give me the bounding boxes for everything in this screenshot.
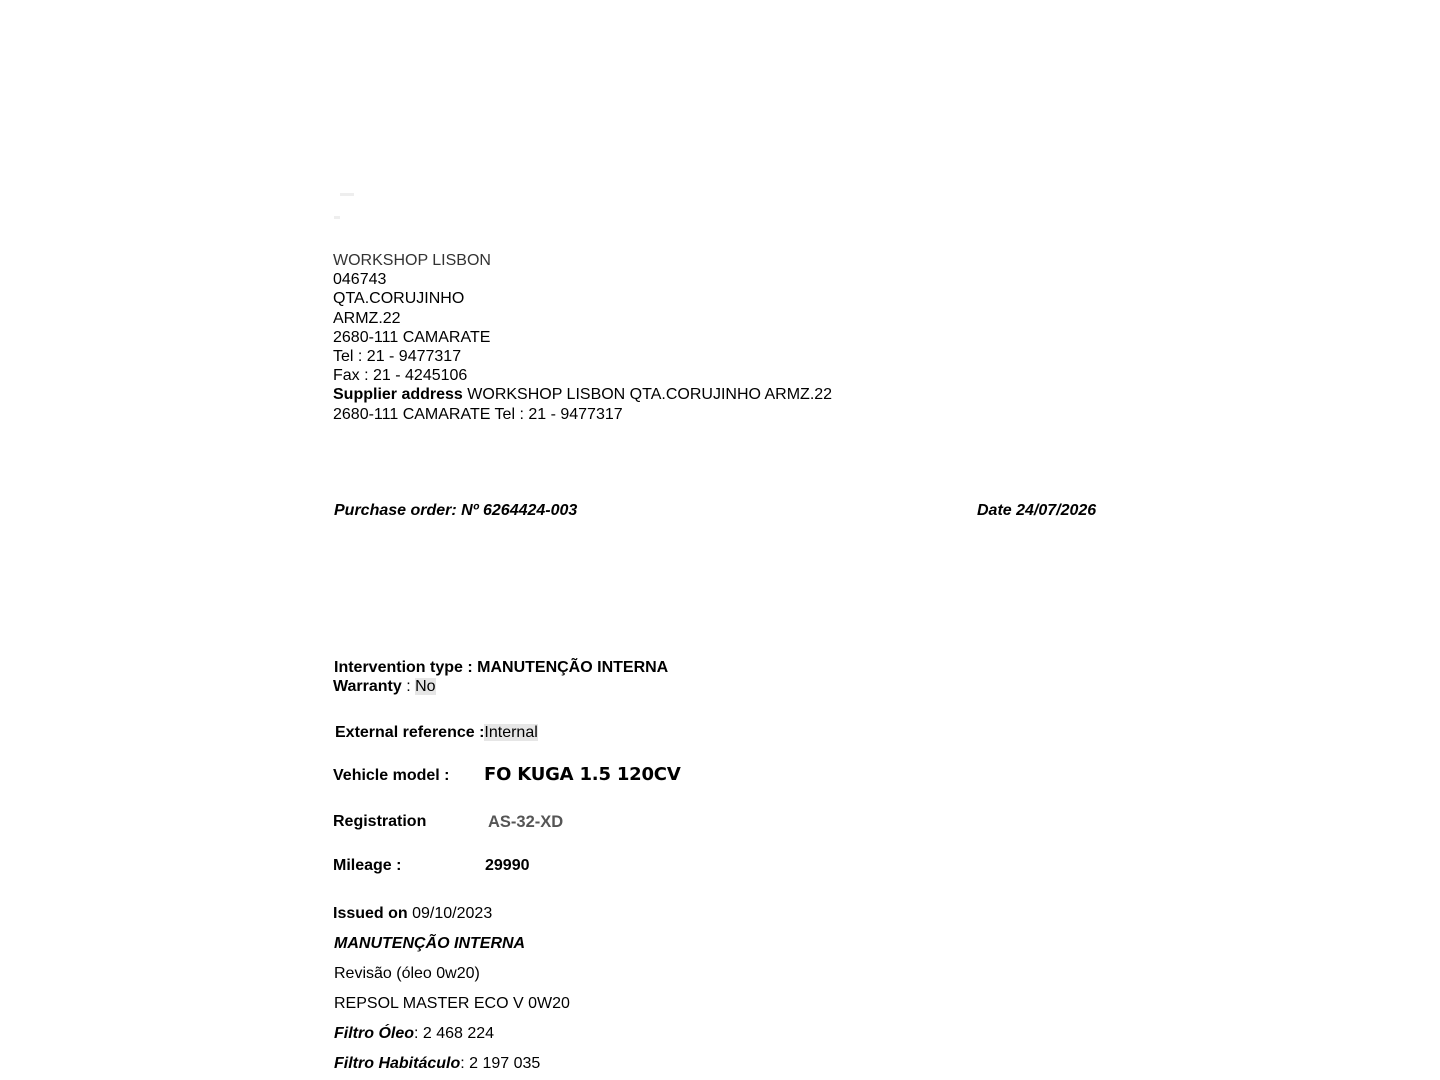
issued-on-label: Issued on bbox=[333, 905, 408, 922]
supplier-address-value: WORKSHOP LISBON QTA.CORUJINHO ARMZ.22 bbox=[462, 386, 833, 404]
supplier-address-line2: 2680-111 CAMARATE Tel : 21 - 9477317 bbox=[333, 405, 623, 423]
work-title: MANUTENÇÃO INTERNA bbox=[334, 935, 526, 952]
supplier-address-label: Supplier address bbox=[333, 386, 463, 404]
order-date: Date 24/07/2026 bbox=[977, 502, 1097, 519]
warranty bbox=[333, 678, 436, 696]
warranty-sep: : bbox=[401, 678, 416, 695]
scan-mark bbox=[340, 193, 354, 196]
warranty-label: Warranty bbox=[333, 678, 402, 695]
registration-label: Registration bbox=[333, 813, 427, 830]
supplier-fax: Fax : 21 - 4245106 bbox=[333, 367, 468, 385]
cabin-filter-label: Filtro Habitáculo bbox=[334, 1055, 461, 1072]
work-line-revision: Revisão (óleo 0w20) bbox=[334, 965, 480, 982]
supplier-code: 046743 bbox=[333, 271, 387, 289]
supplier-name: WORKSHOP LISBON bbox=[333, 252, 491, 269]
oil-filter-label: Filtro Óleo bbox=[334, 1025, 414, 1042]
external-reference-value: Internal bbox=[484, 724, 538, 741]
issued-on-value: 09/10/2023 bbox=[407, 905, 493, 922]
vehicle-model-label: Vehicle model : bbox=[333, 767, 450, 784]
supplier-building: ARMZ.22 bbox=[333, 309, 401, 327]
intervention-type bbox=[334, 659, 668, 677]
warranty-value: No bbox=[415, 678, 436, 695]
supplier-street: QTA.CORUJINHO bbox=[333, 290, 465, 308]
cabin-filter bbox=[334, 1055, 540, 1073]
scan-mark bbox=[334, 216, 340, 219]
supplier-address-block bbox=[333, 251, 832, 424]
purchase-order-number: Purchase order: Nº 6264424-003 bbox=[334, 502, 578, 519]
external-reference-label: External reference : bbox=[335, 724, 485, 741]
issued-on bbox=[333, 905, 492, 923]
supplier-postal-city: 2680-111 CAMARATE bbox=[333, 328, 491, 346]
registration-value: AS-32-XD bbox=[488, 813, 564, 831]
vehicle-model-value: FO KUGA 1.5 120CV bbox=[484, 764, 681, 785]
oil-filter-value: : 2 468 224 bbox=[414, 1025, 495, 1042]
intervention-type-value: MANUTENÇÃO INTERNA bbox=[477, 659, 669, 676]
supplier-address-line bbox=[333, 385, 832, 404]
supplier-tel: Tel : 21 - 9477317 bbox=[333, 347, 462, 365]
cabin-filter-value: : 2 197 035 bbox=[460, 1055, 541, 1072]
mileage-value: 29990 bbox=[485, 857, 530, 874]
work-line-oil: REPSOL MASTER ECO V 0W20 bbox=[334, 995, 570, 1012]
oil-filter bbox=[334, 1025, 494, 1043]
external-reference bbox=[335, 724, 538, 742]
intervention-type-label: Intervention type : bbox=[334, 659, 478, 676]
mileage-label: Mileage : bbox=[333, 857, 402, 874]
